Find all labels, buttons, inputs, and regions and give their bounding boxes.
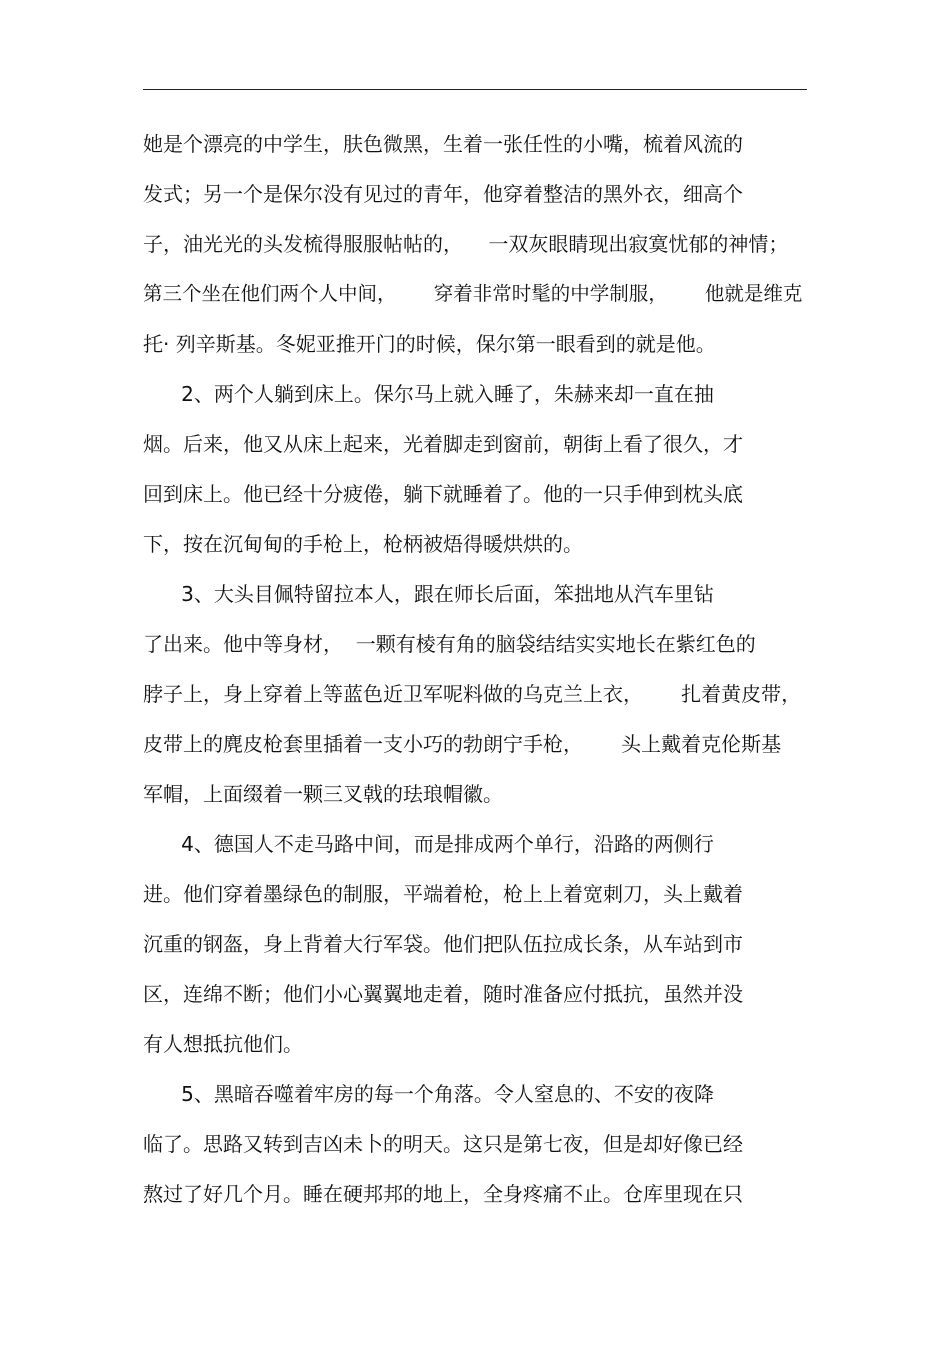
text-line: 发式；另一个是保尔没有见过的青年，他穿着整洁的黑外衣，细高个 <box>143 182 743 206</box>
text-line: 临了。思路又转到吉凶未卜的明天。这只是第七夜，但是却好像已经 <box>143 1132 743 1156</box>
text-line: 脖子上，身上穿着上等蓝色近卫军呢料做的乌克兰上衣， 扎着黄皮带， <box>143 682 802 706</box>
text-line: 进。他们穿着墨绿色的制服，平端着枪，枪上上着宽刺刀，头上戴着 <box>143 882 743 906</box>
text-line: 区，连绵不断；他们小心翼翼地走着，随时准备应付抵抗，虽然并没 <box>143 982 743 1006</box>
text-line: 子，油光光的头发梳得服服帖帖的， 一双灰眼睛现出寂寞忧郁的神情； <box>143 232 789 256</box>
text-line: 她是个漂亮的中学生，肤色微黑，生着一张任性的小嘴，梳着风流的 <box>143 132 743 156</box>
text-line: 皮带上的麂皮枪套里插着一支小巧的勃朗宁手枪， 头上戴着克伦斯基 <box>143 732 782 756</box>
text-line: 回到床上。他已经十分疲倦，躺下就睡着了。他的一只手伸到枕头底 <box>143 482 743 506</box>
text-line: 沉重的钢盔，身上背着大行军袋。他们把队伍拉成长条，从车站到市 <box>143 932 743 956</box>
text-line: 有人想抵抗他们。 <box>143 1032 303 1056</box>
text-line: 4、德国人不走马路中间，而是排成两个单行，沿路的两侧行 <box>143 832 714 856</box>
text-line: 5、黑暗吞噬着牢房的每一个角落。令人窒息的、不安的夜降 <box>143 1082 714 1106</box>
text-line: 军帽，上面缀着一颗三叉戟的珐琅帽徽。 <box>143 782 503 806</box>
text-line: 3、大头目佩特留拉本人，跟在师长后面，笨拙地从汽车里钻 <box>143 582 714 606</box>
text-line: 下，按在沉甸甸的手枪上，枪柄被焐得暖烘烘的。 <box>143 532 583 556</box>
text-line: 熬过了好几个月。睡在硬邦邦的地上，全身疼痛不止。仓库里现在只 <box>143 1182 743 1206</box>
text-line: 了出来。他中等身材， 一颗有棱有角的脑袋结结实实地长在紫红色的 <box>143 632 756 656</box>
text-line: 2、两个人躺到床上。保尔马上就入睡了，朱赫来却一直在抽 <box>143 382 714 406</box>
text-line: 第三个坐在他们两个人中间， 穿着非常时髦的中学制服， 他就是维克 <box>143 282 803 305</box>
header-rule <box>143 89 807 90</box>
text-line: 烟。后来，他又从床上起来，光着脚走到窗前，朝街上看了很久，才 <box>143 432 743 456</box>
text-line: 托· 列辛斯基。冬妮亚推开门的时候，保尔第一眼看到的就是他。 <box>143 332 716 356</box>
